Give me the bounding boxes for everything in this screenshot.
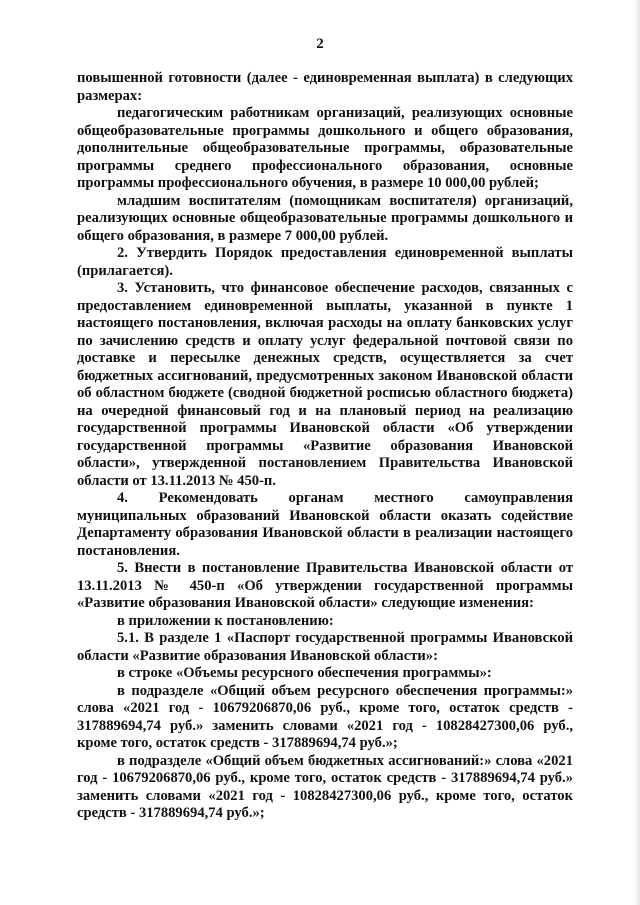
scan-edge-shadow xyxy=(634,0,640,905)
paragraph: повышенной готовности (далее - единовременная выплата) в следующих размерах: xyxy=(77,70,573,104)
paragraph: в подразделе «Общий объем ресурсного обеспечения программы:» слова «2021 год - 10679206870,06 руб., кроме того, остаток средств - 317889694,74 руб.» заменить словами «2021 год - 10828427300,06 руб., кроме того, остаток средств - 317889694,74 руб.»; xyxy=(77,682,573,751)
paragraph: 2. Утвердить Порядок предоставления единовременной выплаты (прилагается). xyxy=(77,245,573,279)
paragraph: младшим воспитателям (помощникам воспитателя) организаций, реализующих основные общеобразовательные программы дошкольного и общего образования, в размере 7 000,00 рублей. xyxy=(77,192,573,244)
paragraph: 4. Рекомендовать органам местного самоуправления муниципальных образований Ивановской области оказать содействие Департаменту образования Ивановской области в реализации настоящего постановления. xyxy=(77,490,573,559)
paragraph: в приложении к постановлению: xyxy=(117,612,334,629)
paragraph: педагогическим работникам организаций, реализующих основные общеобразовательные программы дошкольного и общего образования, дополнительные общеобразовательные программы, образовательные программы среднего профессионального образования, основные программы профессионального обучения, в размере 10 000,00 рублей; xyxy=(77,105,573,191)
paragraph: 5. Внести в постановление Правительства Ивановской области от 13.11.2013 № 450-п «Об утверждении государственной программы «Развитие образования Ивановской области» следующие изменения: xyxy=(77,560,573,611)
page-number: 2 xyxy=(316,36,324,52)
paragraph: в строке «Объемы ресурсного обеспечения программы»: xyxy=(117,665,492,681)
paragraph: 3. Установить, что финансовое обеспечение расходов, связанных с предоставлением единовременной выплаты, указанной в пункте 1 настоящего постановления, включая расходы на оплату банковских услуг по зачислению средств и оплату услуг федеральной почтовой связи по доставке и пересылке денежных средств, осуществляется за счет бюджетных ассигнований, предусмотренных законом Ивановской области об областном бюджете (сводной бюджетной росписью областного бюджета) на очередной финансовый год и на плановый период на реализацию государственной программы Ивановской области «Об утверждении государственной программы «Развитие образования Ивановской области», утвержденной постановлением Правительства Ивановской области от 13.11.2013 № 450-п. xyxy=(77,280,573,489)
paragraph: в подразделе «Общий объем бюджетных ассигнований:» слова «2021 год - 10679206870,06 руб., кроме того, остаток средств - 317889694,74 руб.» заменить словами «2021 год - 10828427300,06 руб., кроме того, остаток средств - 317889694,74 руб.»; xyxy=(77,752,573,821)
paragraph: 5.1. В разделе 1 «Паспорт государственной программы Ивановской области «Развитие образования Ивановской области»: xyxy=(77,630,573,664)
document-body xyxy=(77,70,573,823)
